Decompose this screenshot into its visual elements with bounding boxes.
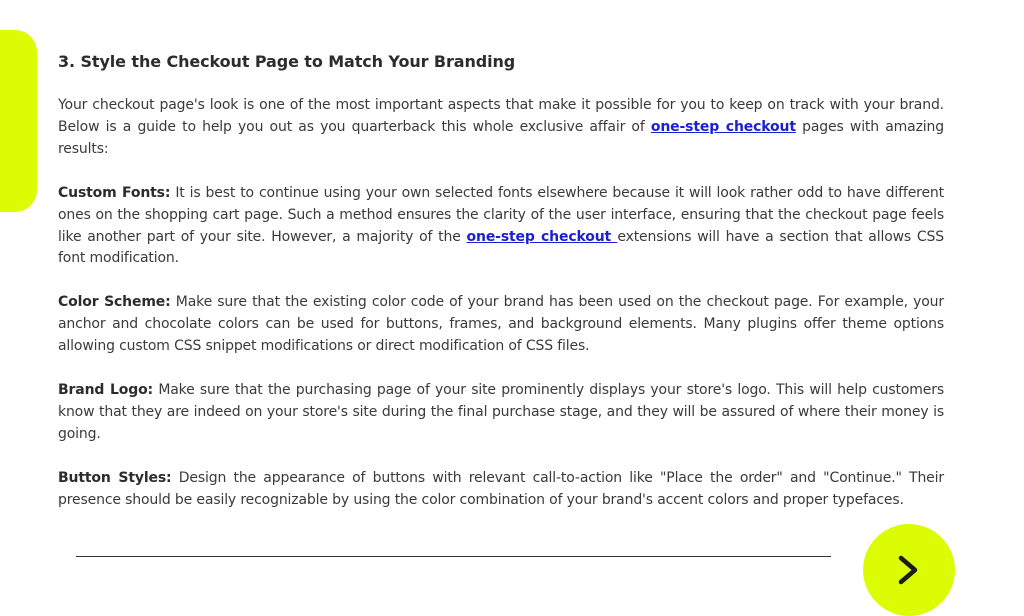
accent-bar-decoration — [0, 30, 37, 212]
brand-logo-text: Make sure that the purchasing page of your site prominently displays your store's logo. This will help customers know that they are indeed on your store's site during the final purchase stage, and they will be assured of where their money is going. — [58, 382, 944, 442]
brand-logo-title: Brand Logo: — [58, 382, 154, 399]
brand-logo-paragraph — [58, 380, 944, 446]
next-slide-button[interactable] — [863, 524, 955, 616]
section-heading: 3. Style the Checkout Page to Match Your Branding — [58, 52, 516, 71]
intro-paragraph — [58, 95, 944, 161]
color-scheme-text: Make sure that the existing color code of your brand has been used on the checkout page. For example, your anchor and chocolate colors can be used for buttons, frames, and background elements. Many plugins offer theme options allowing custom CSS snippet modifications or direct modification of CSS files. — [58, 294, 944, 355]
chevron-right-icon — [895, 552, 923, 588]
custom-fonts-text-before: It is best to continue using your own selected fonts elsewhere because it will look rather odd to have different ones on the shopping cart page. Such a method ensures the clarity of the user interface, ensuring that the checkout page feels like another part of your site. However, a majority of the — [58, 184, 944, 245]
custom-fonts-title: Custom Fonts: — [58, 184, 171, 201]
intro-text-before: Your checkout page's look is one of the most important aspects that make it possible for you to keep on track with your brand. Below is a guide to help you out as you quarterback this whole exclusive affair of — [58, 97, 944, 135]
button-styles-text: Design the appearance of buttons with relevant call-to-action like "Place the order" and "Continue." Their presence should be easily recognizable by using the color combination of your brand's accent colors and proper typefaces. — [58, 469, 944, 508]
article-content — [58, 50, 944, 534]
custom-fonts-paragraph — [58, 183, 944, 271]
color-scheme-title: Color Scheme: — [58, 294, 171, 311]
button-styles-paragraph — [58, 468, 944, 512]
button-styles-title: Button Styles: — [58, 469, 172, 486]
color-scheme-paragraph — [58, 292, 944, 358]
one-step-checkout-extensions-link[interactable]: one-step checkout — [466, 228, 618, 245]
intro-text-after: pages with amazing results: — [58, 118, 944, 157]
one-step-checkout-link[interactable]: one-step checkout — [650, 118, 796, 135]
custom-fonts-text-after: extensions will have a section that allows CSS font modification. — [58, 228, 944, 267]
footer-divider — [76, 556, 831, 557]
